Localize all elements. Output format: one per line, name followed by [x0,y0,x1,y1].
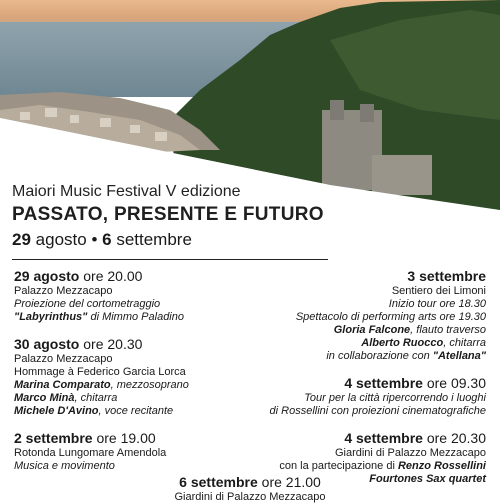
festival-dates [12,230,492,250]
header-divider [12,259,328,260]
event-date: 2 settembre [14,430,93,446]
participant-name: Renzo Rossellini [397,460,486,472]
participation-prefix: con la partecipazione di [279,460,398,472]
event-date: 4 settembre [344,375,423,391]
event-time: ore 20.30 [83,336,143,352]
event-venue: Palazzo Mezzacapo [14,353,113,365]
event-description: di Rossellini con proiezioni cinematografiche [269,405,486,417]
right-events-column [246,268,486,498]
edition-title: PASSATO, PRESENTE E FUTURO [12,204,324,225]
event-time: ore 09.30 [426,375,486,391]
performer-role: , chitarra [74,392,118,404]
date-separator: • [91,230,98,249]
performer-role: , mezzosoprano [110,379,189,391]
event-description: Inizio tour ore 18.30 [388,298,486,310]
event-venue: Palazzo Mezzacapo [14,285,113,297]
collaboration-prefix: in collaborazione con [326,350,433,362]
event-time: ore 19.00 [96,430,156,446]
performer-name: Marco Minà [14,392,75,404]
event-4-settembre-morning [246,375,486,418]
event-description: Spettacolo di performing arts ore 19.30 [295,311,486,323]
event-date: 6 settembre [179,474,258,490]
left-events-column [14,268,264,485]
event-description: Musica e movimento [14,460,115,472]
event-date: 30 agosto [14,336,80,352]
date-end-day: 6 [102,230,112,249]
performer-name: Michele D'Avino [14,405,99,417]
event-3-settembre [246,268,486,363]
event-time: ore 21.00 [261,474,321,490]
performer-name: Marina Comparato [14,379,111,391]
event-description: Proiezione del cortometraggio [14,298,161,310]
date-start-day: 29 [12,230,31,249]
film-author: di Mimmo Paladino [87,311,184,323]
event-date: 3 settembre [407,268,486,284]
performer-name: Alberto Ruocco [361,337,444,349]
event-date: 29 agosto [14,268,80,284]
event-2-settembre [14,430,264,473]
event-29-agosto [14,268,264,324]
performer-role: , voce recitante [98,405,174,417]
date-start-month: agosto [35,230,87,249]
ensemble-name: Fourtones Sax quartet [369,473,486,485]
event-venue: Sentiero dei Limoni [391,285,486,297]
event-description: Tour per la città ripercorrendo i luoghi [304,392,486,404]
event-venue: Giardini di Palazzo Mezzacapo [174,491,326,503]
performer-role: , flauto traverso [410,324,486,336]
event-30-agosto [14,336,264,418]
festival-header [12,183,492,250]
event-date: 4 settembre [344,430,423,446]
event-venue: Rotonda Lungomare Amendola [14,447,167,459]
event-description: Hommage à Federico Garcia Lorca [14,366,186,378]
performer-name: Gloria Falcone [333,324,411,336]
film-title: "Labyrinthus" [14,311,88,323]
collaboration-name: "Atellana" [432,350,486,362]
event-time: ore 20.30 [426,430,486,446]
performer-role: , chitarra [443,337,486,349]
festival-name: Maiori Music Festival V edizione [12,183,241,200]
event-venue: Giardini di Palazzo Mezzacapo [334,447,486,459]
event-time: ore 20.00 [83,268,143,284]
date-end-month: settembre [116,230,192,249]
